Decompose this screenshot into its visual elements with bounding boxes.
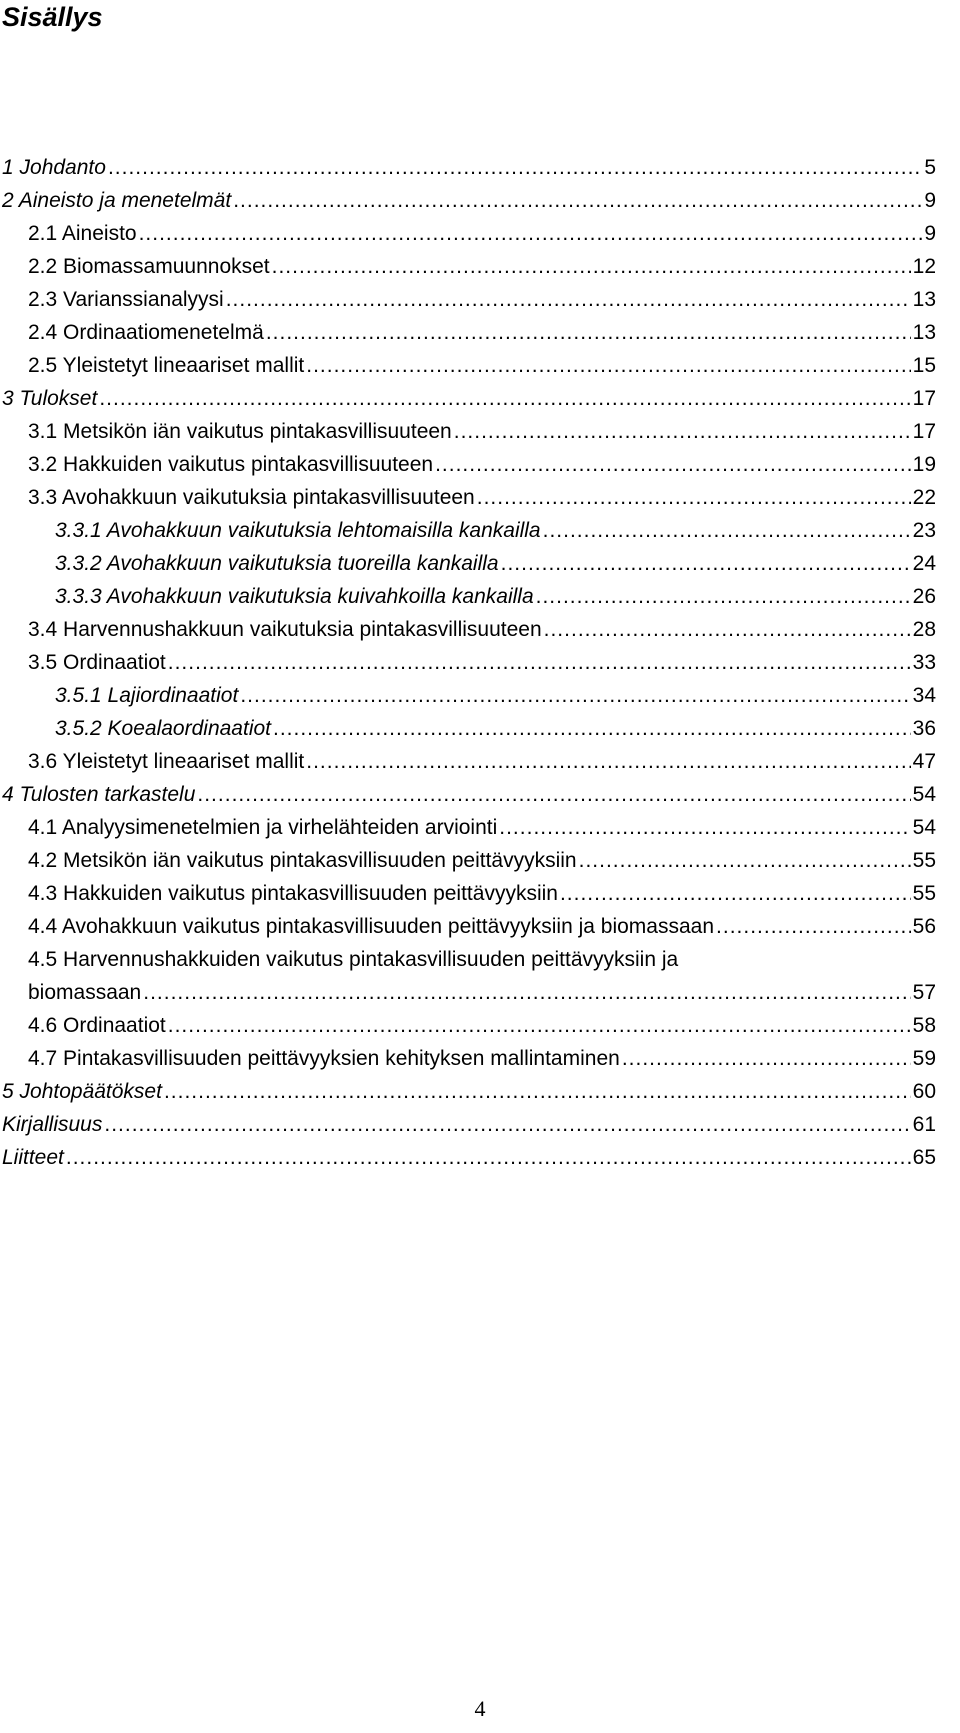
- dot-leader: [435, 448, 911, 481]
- toc-entry-page: 54: [912, 783, 936, 806]
- dot-leader: [543, 514, 911, 547]
- toc-entry-title: 5 Johtopäätökset: [2, 1080, 162, 1103]
- toc-entry-page: 65: [912, 1146, 936, 1169]
- dot-leader: [454, 415, 911, 448]
- toc-entry-page: 17: [912, 387, 936, 410]
- toc-entry[interactable]: [0, 1042, 936, 1075]
- toc-entry[interactable]: [0, 679, 936, 712]
- toc-entry[interactable]: [0, 877, 936, 910]
- toc-entry-page: 55: [912, 882, 936, 905]
- dot-leader: [233, 184, 922, 217]
- toc-entry-page: 33: [912, 651, 936, 674]
- toc-entry-title: 3.6 Yleistetyt lineaariset mallit: [28, 750, 305, 773]
- toc-entry[interactable]: [0, 1141, 936, 1174]
- dot-leader: [544, 613, 911, 646]
- toc-entry-title: 2.5 Yleistetyt lineaariset mallit: [28, 354, 305, 377]
- dot-leader: [306, 745, 910, 778]
- toc-entry-page: 59: [912, 1047, 936, 1070]
- toc-entry-page: 58: [912, 1014, 936, 1037]
- toc-entry-title: 2.4 Ordinaatiomenetelmä: [28, 321, 264, 344]
- toc-entry-page: 9: [924, 189, 936, 212]
- toc-entry-title: Liitteet: [2, 1146, 64, 1169]
- toc-entry-title: 4.2 Metsikön iän vaikutus pintakasvillisuuden peittävyyksiin: [28, 849, 577, 872]
- toc-entry-page: 28: [912, 618, 936, 641]
- toc-entry-title: 3.5.2 Koealaordinaatiot: [55, 717, 271, 740]
- toc-entry-page: 47: [912, 750, 936, 773]
- toc-entry[interactable]: [0, 844, 936, 877]
- toc-entry-title: Kirjallisuus: [2, 1113, 103, 1136]
- toc-entry-page: 56: [912, 915, 936, 938]
- toc-entry[interactable]: [0, 448, 936, 481]
- toc-entry-title: biomassaan: [28, 981, 142, 1004]
- toc-heading: Sisällys: [2, 2, 103, 32]
- toc-entry-title: 4.3 Hakkuiden vaikutus pintakasvillisuuden peittävyyksiin: [28, 882, 558, 905]
- toc-entry-page: 15: [912, 354, 936, 377]
- toc-entry-title: 4 Tulosten tarkastelu: [2, 783, 196, 806]
- toc-entry-title: 1 Johdanto: [2, 156, 106, 179]
- dot-leader: [306, 349, 910, 382]
- toc-entry-page: 34: [912, 684, 936, 707]
- dot-leader: [273, 712, 911, 745]
- toc-entry[interactable]: [0, 646, 936, 679]
- dot-leader: [266, 316, 911, 349]
- toc-entry-page: 17: [912, 420, 936, 443]
- toc-entry[interactable]: [0, 811, 936, 844]
- dot-leader: [104, 1108, 910, 1141]
- toc-entry-title: 3.1 Metsikön iän vaikutus pintakasvillisuuteen: [28, 420, 452, 443]
- dot-leader: [143, 976, 910, 1009]
- toc-entry-title: 4.4 Avohakkuun vaikutus pintakasvillisuuden peittävyyksiin ja biomassaan: [28, 915, 715, 938]
- toc-entry-title: 2.3 Varianssianalyysi: [28, 288, 224, 311]
- toc-entry-page: 13: [912, 288, 936, 311]
- toc-entry-title: 3.3.3 Avohakkuun vaikutuksia kuivahkoilla kankailla: [55, 585, 534, 608]
- toc-entry-page: 23: [912, 519, 936, 542]
- dot-leader: [536, 580, 911, 613]
- toc-entry-title: 3.2 Hakkuiden vaikutus pintakasvillisuuteen: [28, 453, 434, 476]
- dot-leader: [716, 910, 911, 943]
- dot-leader: [477, 481, 911, 514]
- toc-entry-title: 4.7 Pintakasvillisuuden peittävyyksien kehityksen mallintaminen: [28, 1047, 620, 1070]
- dot-leader: [108, 151, 922, 184]
- toc-entry-title: 3.4 Harvennushakkuun vaikutuksia pintakasvillisuuteen: [28, 618, 542, 641]
- toc-entry[interactable]: [0, 250, 936, 283]
- toc-entry-page: 9: [924, 222, 936, 245]
- dot-leader: [197, 778, 910, 811]
- toc-entry[interactable]: [0, 547, 936, 580]
- dot-leader: [164, 1075, 911, 1108]
- toc-entry[interactable]: [0, 976, 936, 1009]
- toc-entry[interactable]: [0, 1108, 936, 1141]
- toc-entry-page: 13: [912, 321, 936, 344]
- toc-entry[interactable]: [0, 283, 936, 316]
- toc-entry-title: 2.2 Biomassamuunnokset: [28, 255, 270, 278]
- dot-leader: [168, 646, 911, 679]
- page-number: 4: [474, 1696, 486, 1721]
- toc-entry[interactable]: [0, 184, 936, 217]
- toc-entry[interactable]: [0, 778, 936, 811]
- toc-entry-title: 3.3.1 Avohakkuun vaikutuksia lehtomaisilla kankailla: [55, 519, 541, 542]
- toc-entry[interactable]: [0, 382, 936, 415]
- toc-entry-title: 3 Tulokset: [2, 387, 98, 410]
- dot-leader: [66, 1141, 911, 1174]
- toc-entry-page: 36: [912, 717, 936, 740]
- toc-entry[interactable]: [0, 745, 936, 778]
- dot-leader: [99, 382, 910, 415]
- toc-entry-wrapped-line[interactable]: 4.5 Harvennushakkuiden vaikutus pintakasvillisuuden peittävyyksiin ja: [28, 948, 679, 971]
- toc-entry-title: 4.6 Ordinaatiot: [28, 1014, 166, 1037]
- toc-entry[interactable]: [0, 910, 936, 943]
- toc-entry-title: 3.5.1 Lajiordinaatiot: [55, 684, 239, 707]
- toc-entry-page: 22: [912, 486, 936, 509]
- toc-entry[interactable]: [0, 580, 936, 613]
- toc-entry-page: 12: [912, 255, 936, 278]
- dot-leader: [272, 250, 911, 283]
- toc-entry-title: 2.1 Aineisto: [28, 222, 137, 245]
- dot-leader: [226, 283, 911, 316]
- toc-entry-page: 24: [912, 552, 936, 575]
- toc-entry[interactable]: [0, 316, 936, 349]
- toc-entry[interactable]: [0, 415, 936, 448]
- dot-leader: [168, 1009, 911, 1042]
- toc-entry-page: 5: [924, 156, 936, 179]
- toc-entry[interactable]: [0, 1075, 936, 1108]
- dot-leader: [579, 844, 911, 877]
- toc-entry-title: 3.3 Avohakkuun vaikutuksia pintakasvillisuuteen: [28, 486, 475, 509]
- toc-entry-page: 60: [912, 1080, 936, 1103]
- toc-entry-page: 61: [912, 1113, 936, 1136]
- toc-entry[interactable]: [0, 217, 936, 250]
- toc-entry[interactable]: [0, 481, 936, 514]
- toc-entry-page: 54: [912, 816, 936, 839]
- dot-leader: [622, 1042, 911, 1075]
- toc-entry[interactable]: [0, 514, 936, 547]
- toc-entry-title: 4.1 Analyysimenetelmien ja virhelähteiden arviointi: [28, 816, 498, 839]
- toc-entry-title: 2 Aineisto ja menetelmät: [2, 189, 232, 212]
- toc-entry-page: 55: [912, 849, 936, 872]
- dot-leader: [499, 811, 910, 844]
- dot-leader: [501, 547, 911, 580]
- toc-entry-title: 3.5 Ordinaatiot: [28, 651, 166, 674]
- toc-entry[interactable]: [0, 1009, 936, 1042]
- dot-leader: [560, 877, 911, 910]
- table-of-contents: [0, 151, 936, 1174]
- toc-entry-page: 19: [912, 453, 936, 476]
- toc-entry[interactable]: [0, 712, 936, 745]
- dot-leader: [240, 679, 910, 712]
- toc-entry-title: 3.3.2 Avohakkuun vaikutuksia tuoreilla kankailla: [55, 552, 499, 575]
- toc-entry-page: 57: [912, 981, 936, 1004]
- dot-leader: [139, 217, 923, 250]
- toc-entry[interactable]: [0, 613, 936, 646]
- toc-entry[interactable]: [0, 349, 936, 382]
- toc-entry-page: 26: [912, 585, 936, 608]
- toc-entry[interactable]: [0, 151, 936, 184]
